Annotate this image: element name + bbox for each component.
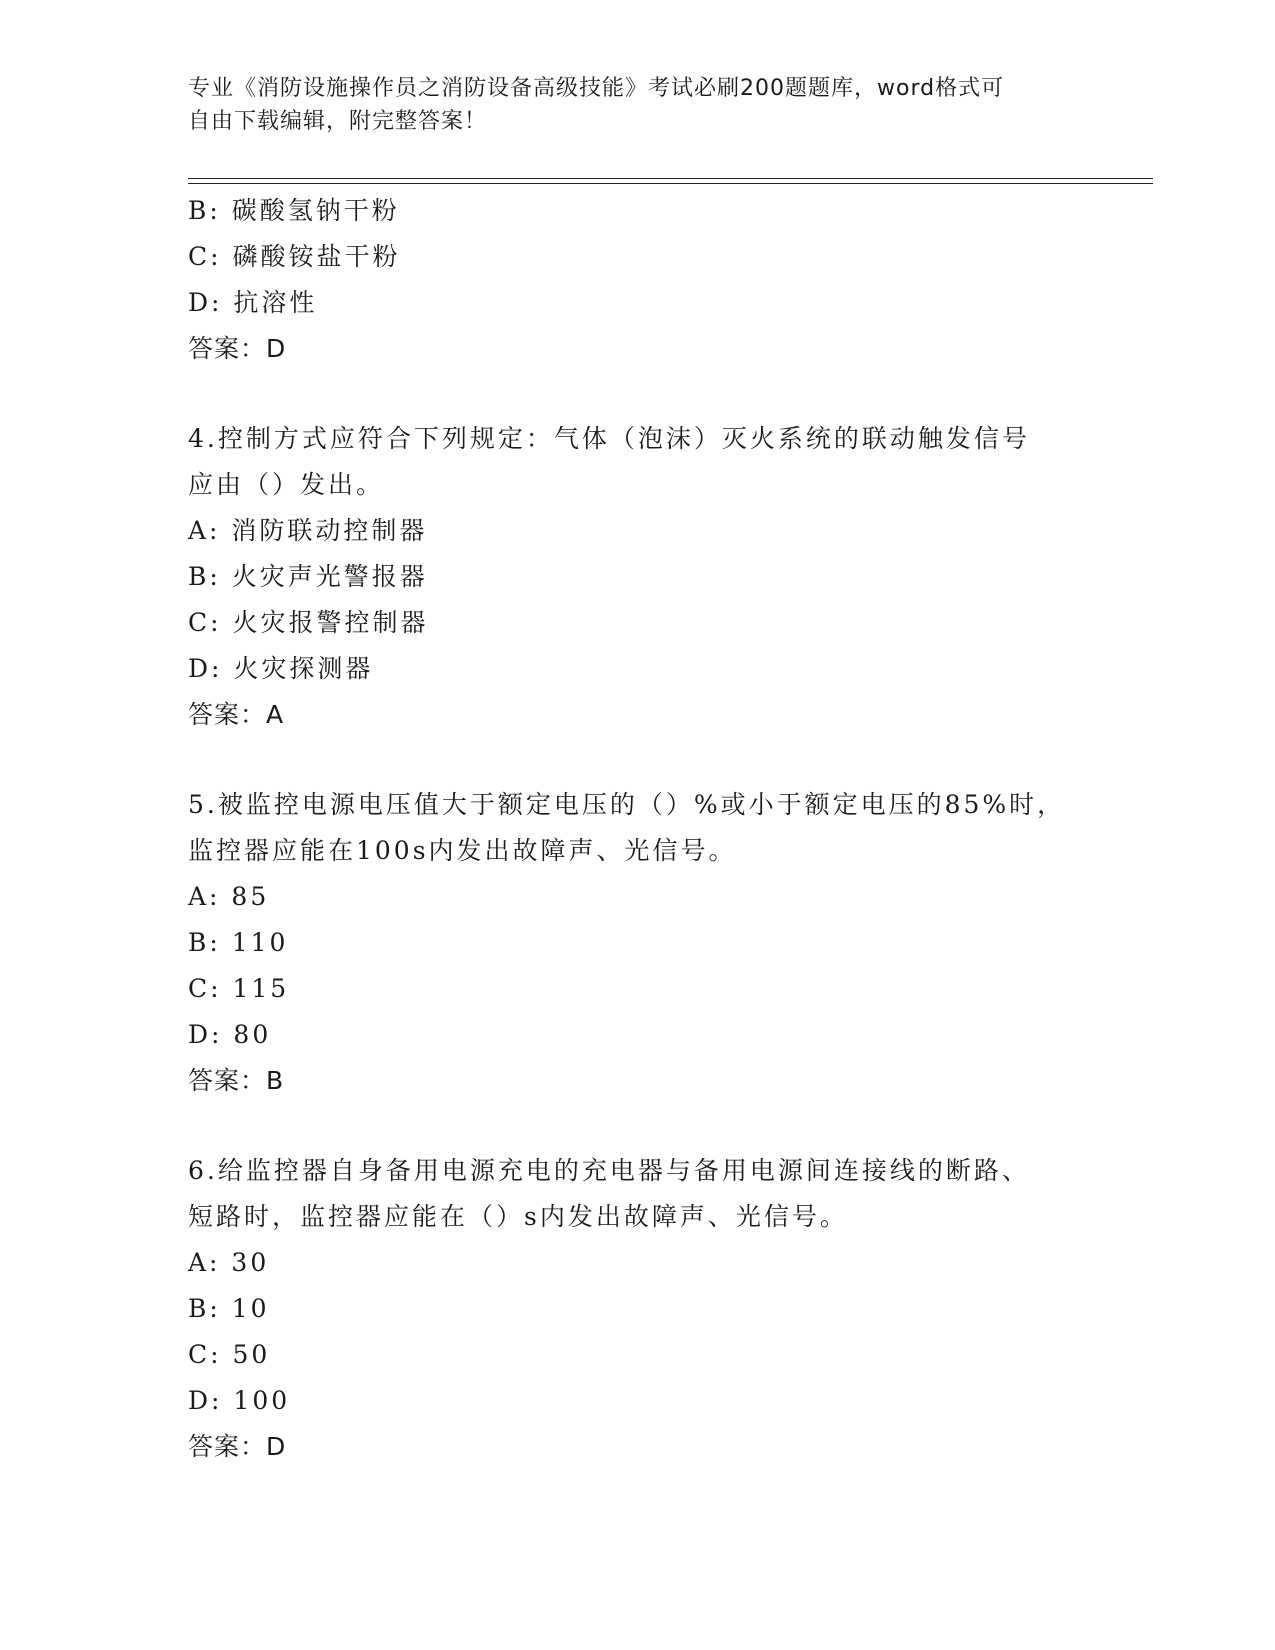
option-b: B: 10 xyxy=(188,1294,270,1323)
header-line-2: 自由下载编辑，附完整答案！ xyxy=(188,109,488,134)
option-c: C: 50 xyxy=(188,1340,271,1369)
question-6 xyxy=(188,1148,1088,1470)
header-rule-top xyxy=(188,178,1153,179)
document-body xyxy=(188,188,1088,1470)
option-a: A: 消防联动控制器 xyxy=(188,516,428,545)
question-5 xyxy=(188,782,1088,1104)
header-line-1: 专业《消防设施操作员之消防设备高级技能》考试必刷200题题库，word格式可 xyxy=(188,76,1005,101)
option-d: D: 100 xyxy=(188,1386,291,1415)
option-b: B: 碳酸氢钠干粉 xyxy=(188,196,400,225)
question-text-line: 5.被监控电源电压值大于额定电压的（）%或小于额定电压的85%时， xyxy=(188,790,1066,819)
question-4 xyxy=(188,416,1088,738)
option-d: D: 抗溶性 xyxy=(188,288,318,317)
question-text-line: 6.给监控器自身备用电源充电的充电器与备用电源间连接线的断路、 xyxy=(188,1156,1030,1185)
answer-line: 答案：D xyxy=(188,334,287,363)
option-d: D: 火灾探测器 xyxy=(188,654,374,683)
question-text-line: 短路时，监控器应能在（）s内发出故障声、光信号。 xyxy=(188,1202,848,1231)
option-c: C: 磷酸铵盐干粉 xyxy=(188,242,401,271)
option-b: B: 110 xyxy=(188,928,289,957)
header-rule-bottom xyxy=(188,183,1153,184)
answer-line: 答案：B xyxy=(188,1066,285,1095)
question-text-line: 应由（）发出。 xyxy=(188,470,385,499)
option-a: A: 85 xyxy=(188,882,270,911)
answer-line: 答案：A xyxy=(188,700,285,729)
document-header xyxy=(188,72,1088,138)
option-a: A: 30 xyxy=(188,1248,270,1277)
option-d: D: 80 xyxy=(188,1020,272,1049)
question-text-line: 4.控制方式应符合下列规定：气体（泡沫）灭火系统的联动触发信号 xyxy=(188,424,1030,453)
option-b: B: 火灾声光警报器 xyxy=(188,562,428,591)
answer-line: 答案：D xyxy=(188,1432,287,1461)
option-c: C: 火灾报警控制器 xyxy=(188,608,429,637)
question-fragment xyxy=(188,188,1088,372)
question-text-line: 监控器应能在100s内发出故障声、光信号。 xyxy=(188,836,737,865)
option-c: C: 115 xyxy=(188,974,290,1003)
